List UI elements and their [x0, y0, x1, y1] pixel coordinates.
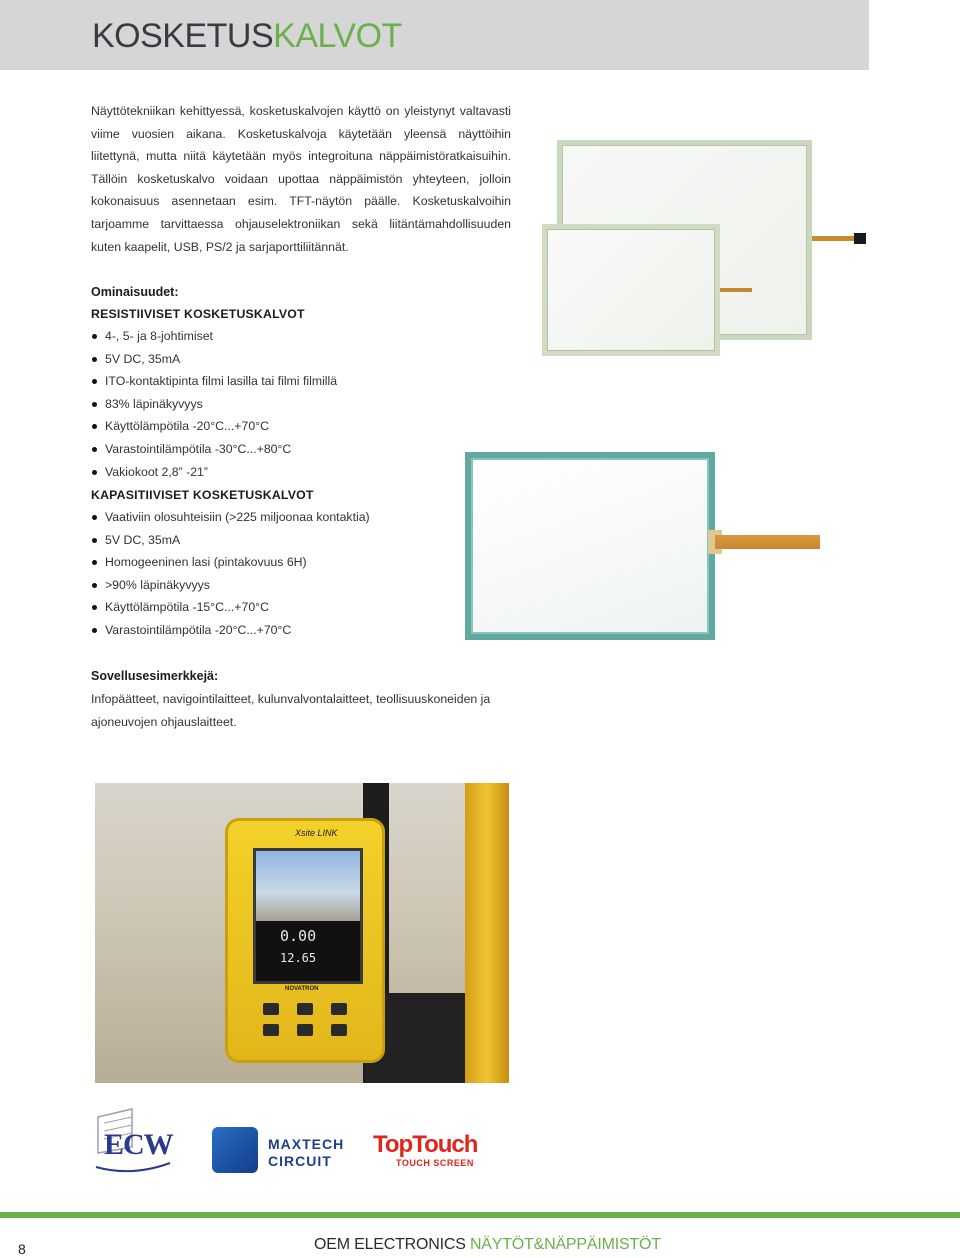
features-heading: Ominaisuudet:	[91, 285, 179, 299]
device-button	[331, 1003, 347, 1015]
device-button	[297, 1003, 313, 1015]
list-item: Käyttölämpötila -20°C...+70°C	[91, 415, 337, 438]
toptouch-logo-text: TopTouch	[373, 1131, 478, 1158]
list-item: 5V DC, 35mA	[91, 529, 370, 552]
excavator-scene	[256, 851, 360, 921]
list-item: ITO-kontaktipinta filmi lasilla tai filmi filmillä	[91, 370, 337, 393]
list-item: 83% läpinäkyvyys	[91, 393, 337, 416]
maxtech-line2: CIRCUIT	[268, 1153, 332, 1169]
maxtech-line1: MAXTECH	[268, 1136, 345, 1152]
page-title-part1: KOSKETUS	[92, 17, 274, 55]
page-title-part2: KALVOT	[273, 17, 402, 55]
list-item: Varastointilämpötila -20°C...+70°C	[91, 619, 370, 642]
list-item: Vaativiin olosuhteisiin (>225 miljoonaa kontaktia)	[91, 506, 370, 529]
capacitive-heading: KAPASITIIVISET KOSKETUSKALVOT	[91, 488, 314, 502]
list-item: Homogeeninen lasi (pintakovuus 6H)	[91, 551, 370, 574]
device-readout-1: 0.00	[280, 927, 317, 945]
touch-panel-cable	[812, 236, 856, 241]
device-readout-2: 12.65	[280, 951, 317, 965]
maxtech-logo-mark	[212, 1127, 258, 1173]
list-item: Varastointilämpötila -30°C...+80°C	[91, 438, 337, 461]
device-brand: Xsite LINK	[295, 828, 338, 838]
footer-title-part1: OEM ELECTRONICS	[314, 1236, 470, 1253]
device-button	[263, 1003, 279, 1015]
capacitive-panel-cable	[715, 535, 820, 549]
touch-panel-connector	[854, 233, 866, 244]
footer-title-part2: NÄYTÖT&NÄPPÄIMISTÖT	[469, 1236, 661, 1253]
page-title	[92, 16, 402, 56]
toptouch-logo-subtext: TOUCH SCREEN	[396, 1158, 474, 1168]
photo-beam	[465, 783, 509, 1083]
resistive-list	[91, 325, 337, 483]
device-button	[297, 1024, 313, 1036]
list-item: Vakiokoot 2,8” -21”	[91, 461, 337, 484]
list-item: >90% läpinäkyvyys	[91, 574, 370, 597]
resistive-heading: RESISTIIVISET KOSKETUSKALVOT	[91, 307, 305, 321]
applications-heading: Sovellusesimerkkejä:	[91, 669, 219, 683]
maxtech-logo-text	[268, 1136, 344, 1170]
page-number: 8	[18, 1241, 26, 1257]
footer-divider	[0, 1212, 960, 1218]
touch-panel-image-front	[542, 224, 720, 356]
device-button	[263, 1024, 279, 1036]
touch-panel-cable-small	[720, 288, 752, 292]
capacitive-panel-image	[465, 452, 715, 640]
device-photo	[95, 783, 509, 1083]
list-item: 4-, 5- ja 8-johtimiset	[91, 325, 337, 348]
intro-paragraph: Näyttötekniikan kehittyessä, kosketuskalvojen käyttö on yleistynyt valtavasti viime vuosien aikana. Kosketuskalvoja käytetään yleensä näyttöihin liitettynä, mutta niitä käytetään myös integroituna näppäimistöratkaisuihin. Tällöin kosketuskalvo voidaan upottaa näppäimistön yhteyteen, jolloin kokonaisuus asennetaan esim. TFT-näytön päälle. Kosketuskalvoihin tarjoamme tarvittaessa ohjauselektroniikan sekä liitäntämahdollisuuden kuten kaapelit, USB, PS/2 ja sarjaporttiliitännät.	[91, 104, 511, 254]
list-item: 5V DC, 35mA	[91, 348, 337, 371]
ecw-logo-text: ECW	[104, 1128, 173, 1161]
capacitive-list	[91, 506, 370, 642]
device-screen	[253, 848, 363, 984]
handheld-device	[225, 818, 385, 1063]
device-button	[331, 1024, 347, 1036]
device-label: NOVATRON	[285, 986, 319, 992]
list-item: Käyttölämpötila -15°C...+70°C	[91, 596, 370, 619]
footer-title	[314, 1236, 661, 1254]
applications-text: Infopäätteet, navigointilaitteet, kulunvalvontalaitteet, teollisuuskoneiden ja ajoneuvojen ohjauslaitteet.	[91, 692, 491, 729]
